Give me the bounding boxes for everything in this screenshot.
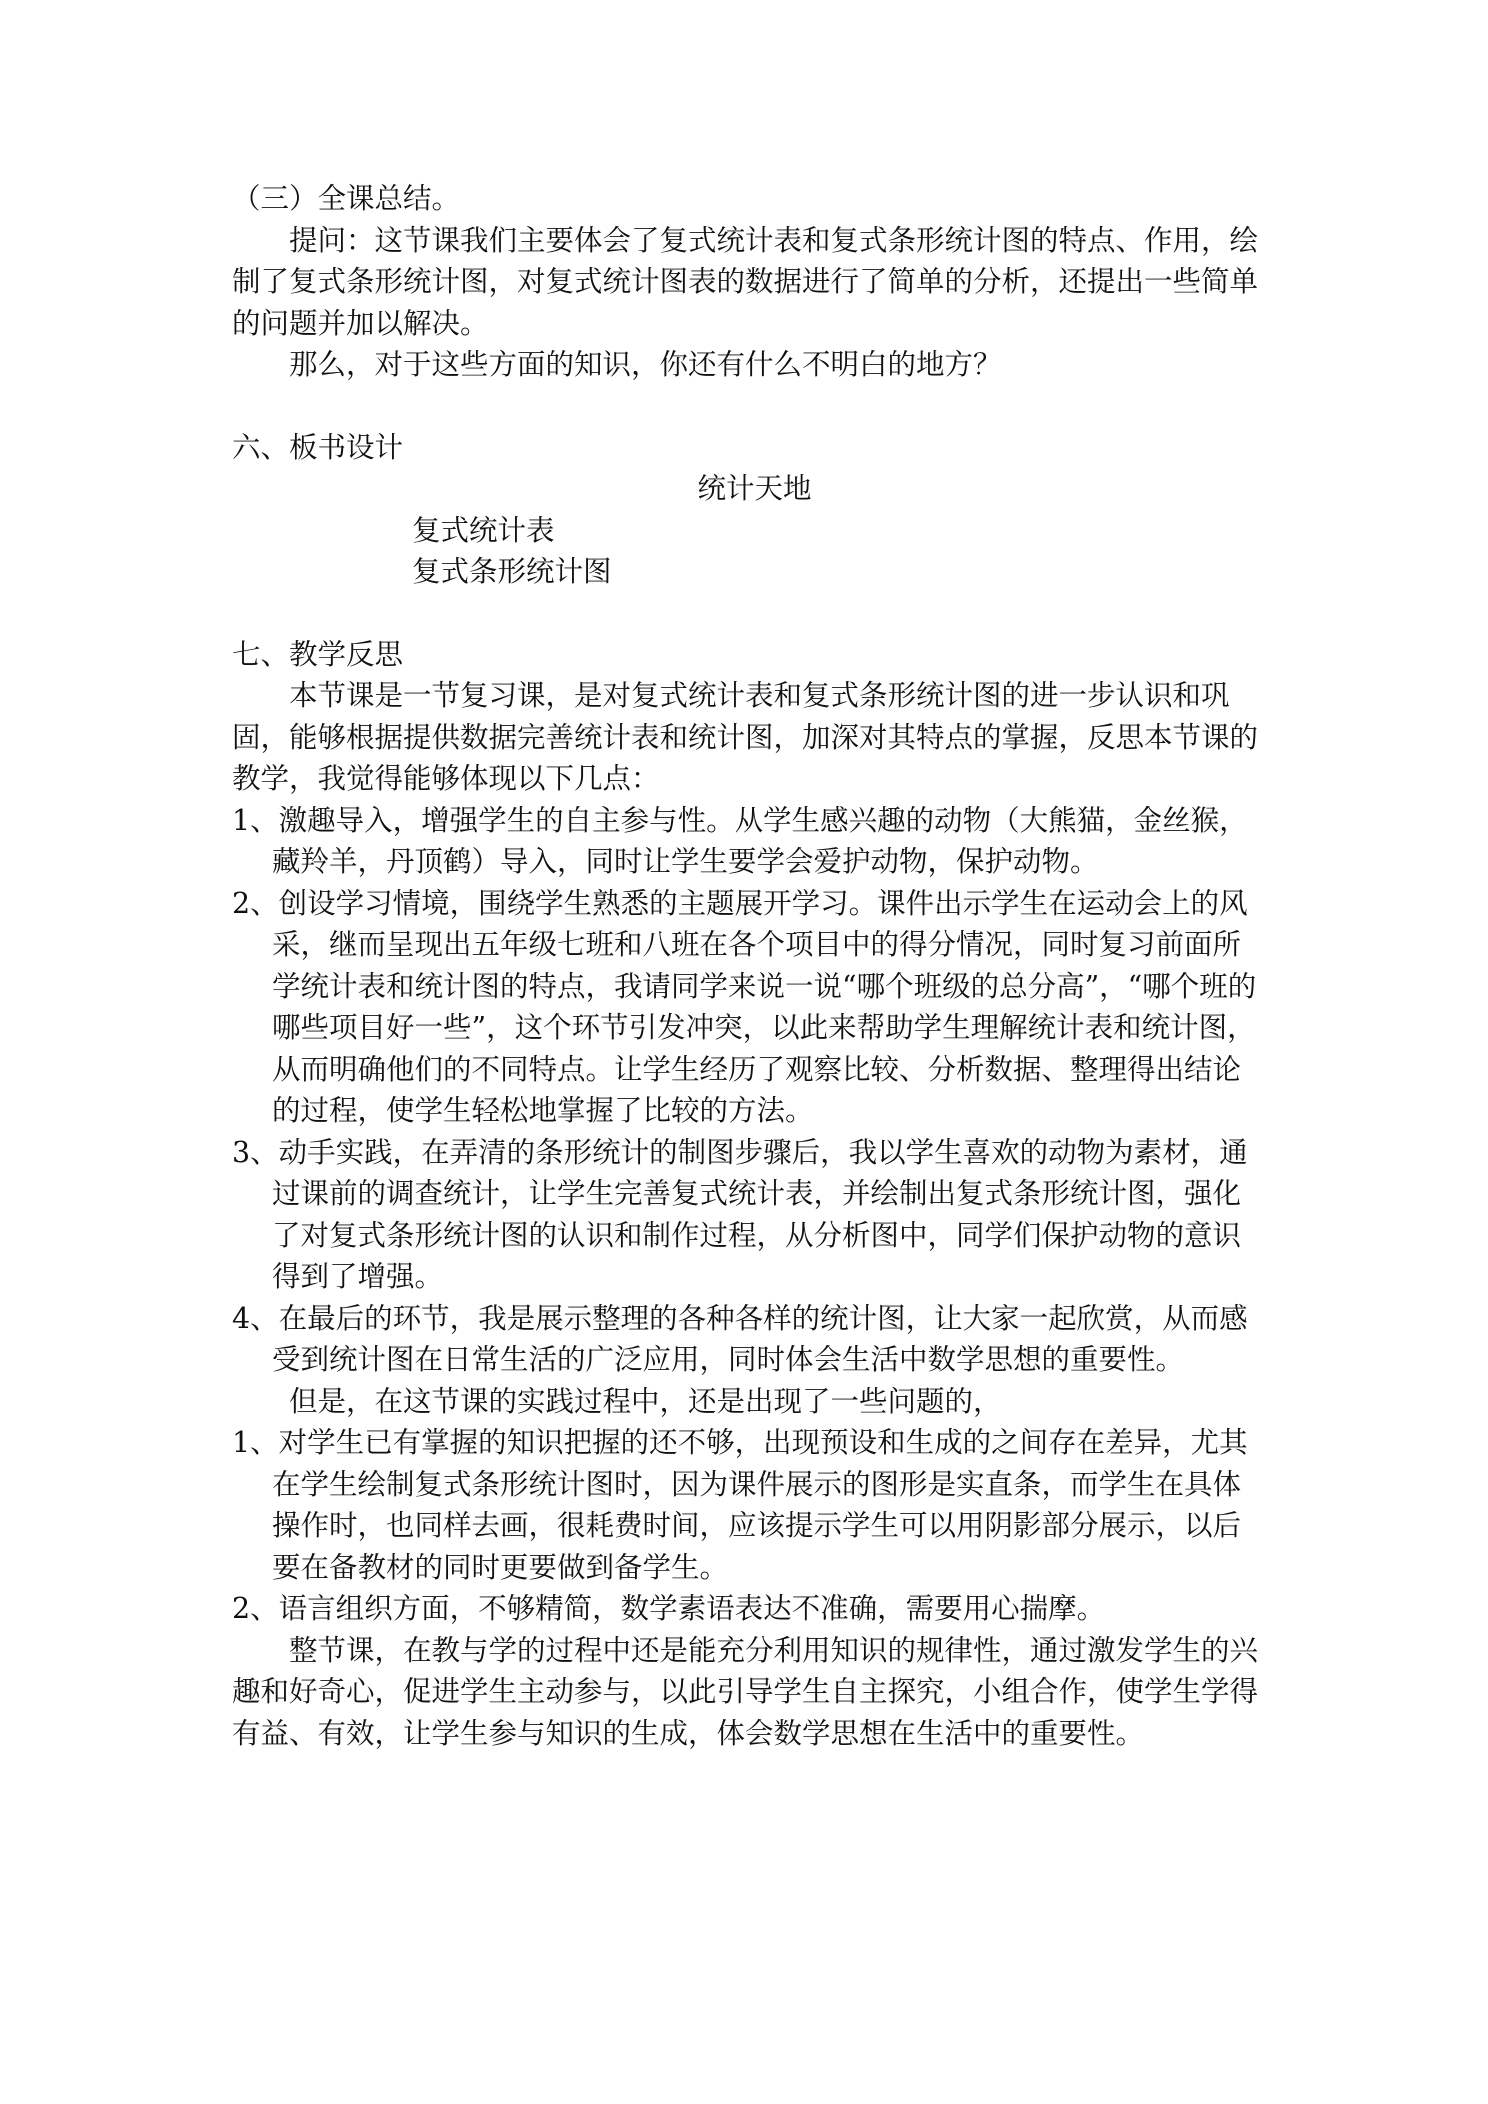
section-7-heading: 七、教学反思 — [232, 637, 404, 671]
reflection-point-3: 3、动手实践，在弄清的条形统计的制图步骤后，我以学生喜欢的动物为素材，通过课前的调查统计，让学生完善复式统计表，并绘制出复式条形统计图，强化了对复式条形统计图的认识和制作过程，从分析图中，同学们保护动物的意识得到了增强。 — [232, 1135, 1248, 1293]
board-title: 统计天地 — [697, 472, 812, 505]
reflection-point-2: 2、创设学习情境，围绕学生熟悉的主题展开学习。课件出示学生在运动会上的风采，继而呈现出五年级七班和八班在各个项目中的得分情况，同时复习前面所学统计表和统计图的特点，我请同学来说一说“哪个班级的总分高”，“哪个班的哪些项目好一些”，这个环节引发冲突，以此来帮助学生理解统计表和统计图，从而明确他们的不同特点。让学生经历了观察比较、分析数据、整理得出结论的过程，使学生轻松地掌握了比较的方法。 — [232, 886, 1257, 1127]
document-body — [232, 178, 1267, 1754]
spacer — [232, 593, 1267, 634]
summary-question-paragraph: 提问：这节课我们主要体会了复式统计表和复式条形统计图的特点、作用，绘制了复式条形统计图，对复式统计图表的数据进行了简单的分析，还提出一些简单的问题并加以解决。 — [232, 223, 1259, 340]
spacer — [232, 386, 1267, 427]
section-3-heading: （三）全课总结。 — [232, 182, 461, 215]
reflection-point-4: 4、在最后的环节，我是展示整理的各种各样的统计图，让大家一起欣赏，从而感受到统计图在日常生活的广泛应用，同时体会生活中数学思想的重要性。 — [232, 1301, 1248, 1376]
conclusion-paragraph: 整节课，在教与学的过程中还是能充分利用知识的规律性，通过激发学生的兴趣和好奇心，促进学生主动参与，以此引导学生自主探究，小组合作，使学生学得有益、有效，让学生参与知识的生成，体会数学思想在生活中的重要性。 — [232, 1633, 1259, 1750]
reflection-intro-paragraph: 本节课是一节复习课，是对复式统计表和复式条形统计图的进一步认识和巩固，能够根据提供数据完善统计表和统计图，加深对其特点的掌握，反思本节课的教学，我觉得能够体现以下几点： — [232, 679, 1259, 795]
summary-followup-paragraph: 那么，对于这些方面的知识，你还有什么不明白的地方？ — [289, 348, 1002, 381]
board-item-table: 复式统计表 — [412, 513, 555, 547]
section-6-heading: 六、板书设计 — [232, 430, 404, 464]
reflection-point-1: 1、激趣导入，增强学生的自主参与性。从学生感兴趣的动物（大熊猫，金丝猴，藏羚羊，丹顶鹤）导入，同时让学生要学会爱护动物，保护动物。 — [232, 803, 1248, 878]
problem-point-2: 2、语言组织方面，不够精简，数学素语表达不准确，需要用心揣摩。 — [232, 1592, 1106, 1625]
problems-intro-paragraph: 但是，在这节课的实践过程中，还是出现了一些问题的， — [289, 1384, 1002, 1418]
board-item-chart: 复式条形统计图 — [412, 555, 612, 588]
problem-point-1: 1、对学生已有掌握的知识把握的还不够，出现预设和生成的之间存在差异，尤其在学生绘制复式条形统计图时，因为课件展示的图形是实直条，而学生在具体操作时，也同样去画，很耗费时间，应该提示学生可以用阴影部分展示，以后要在备教材的同时更要做到备学生。 — [232, 1426, 1248, 1584]
